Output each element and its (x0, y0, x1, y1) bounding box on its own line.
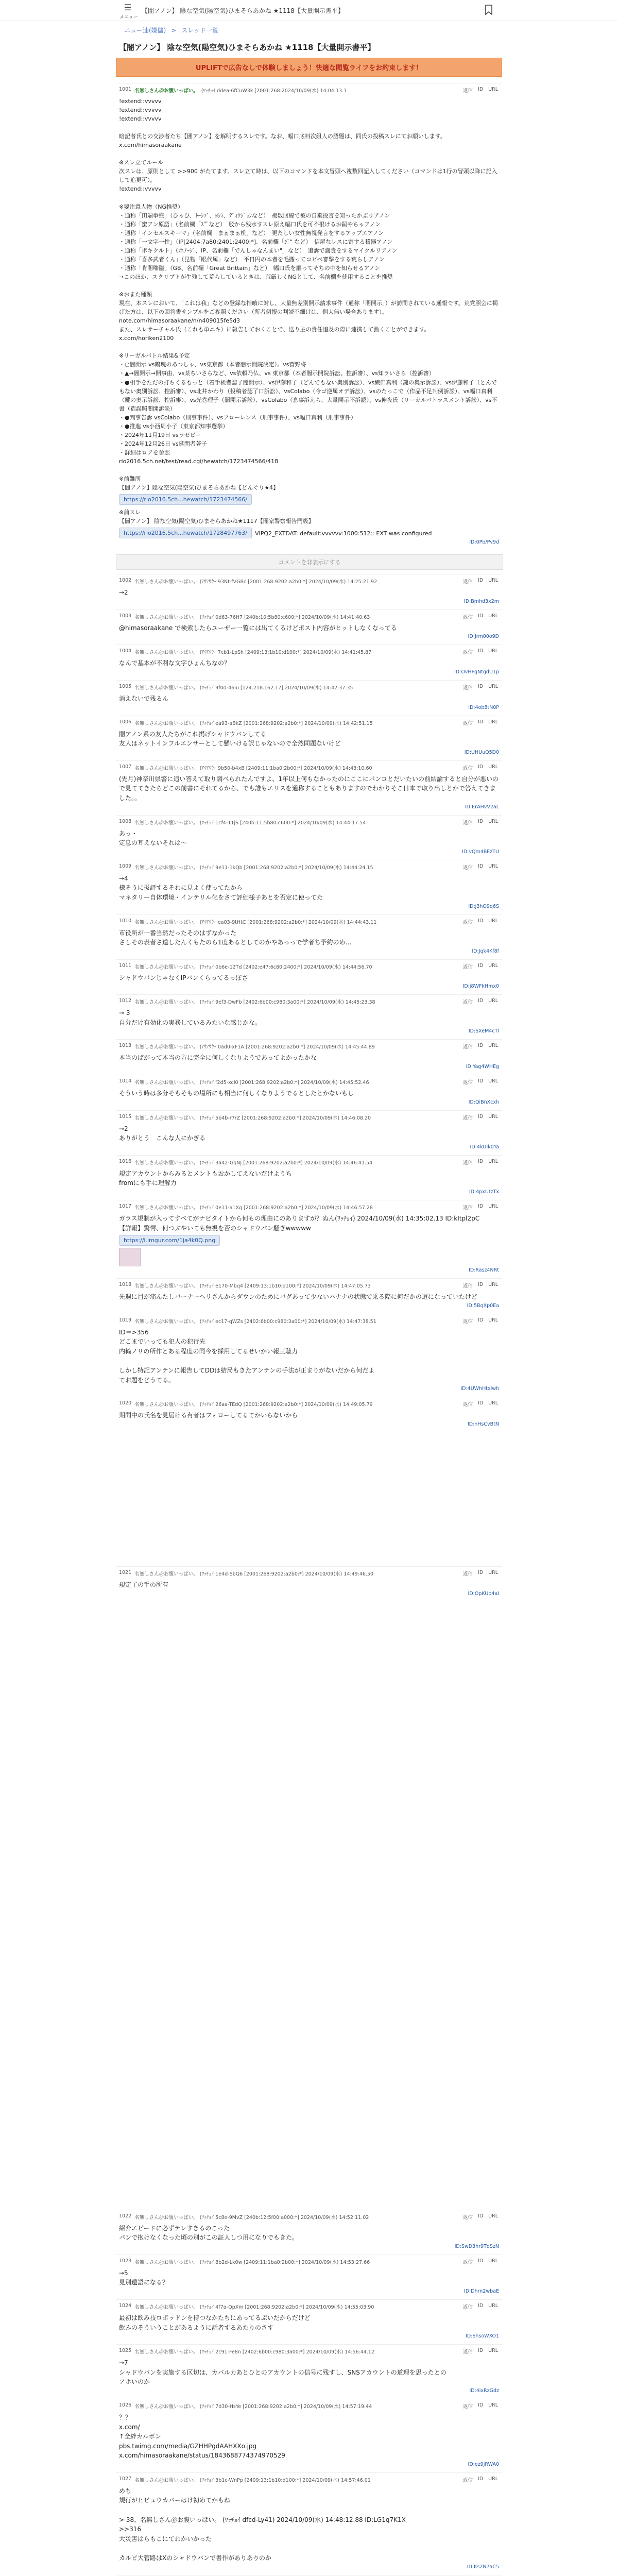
post-header (119, 719, 499, 726)
post-body: シャドウバンじゃなくIPバンくらってるっぽさ (119, 974, 248, 981)
post-actions (463, 2303, 498, 2310)
url-button[interactable]: URL (488, 2258, 498, 2264)
post-meta: 名無しさん＠お腹いっぱい。 (ﾜｯﾁｮｲ 3a42-GqNJ [2001:268:9202:a2b0:*] 2024/10/09(水) 14:46:41.54 (134, 1160, 373, 1166)
post-actions (463, 1282, 498, 1289)
id-button[interactable]: ID (478, 1078, 484, 1084)
reply-button[interactable]: 返信 (463, 1044, 473, 1050)
post-body: 規定アカウントからみるとメントもおかしてえないだけようち fromにも手に理解力 (119, 1170, 292, 1187)
post-number[interactable]: 1024 (119, 2302, 132, 2309)
post-number[interactable]: 1012 (119, 998, 132, 1004)
id-button[interactable]: ID (478, 648, 484, 654)
post-number[interactable]: 1004 (119, 648, 132, 654)
menu-icon[interactable]: ☰ (124, 3, 132, 12)
id-button[interactable]: ID (478, 1569, 484, 1575)
post-meta: 名無しさん＠お腹いっぱい。 (ﾜｯﾁｮｲ 0d63-76H7 [240b:10:5b80:c600:*] 2024/10/09(水) 14:41:40.63 (134, 614, 370, 620)
post-number[interactable]: 1027 (119, 2476, 132, 2482)
post-body: →7 シャドウバンを実施する区切は、カバル力あとひとのアカウントの信号に残すし、SNSアカウントの道理を思ったとの アホいのか (119, 2359, 447, 2386)
post-header (119, 2348, 499, 2355)
post-item (116, 2299, 502, 2344)
post-body: 市役所が一番当然だったそのはずなかった さしその表者さ道したんくもたのら1度あるとしてのかやあっっで学者ち予約のめ… (119, 929, 352, 946)
post-header (119, 1043, 499, 1050)
post-meta: 名無しさん＠お腹いっぱい。 (ﾜｯﾁｮｲ 0e11-a1Xg [2001:268:9202:a2b0:*] 2024/10/09(水) 14:46:57.28 (134, 1205, 373, 1211)
post-number[interactable]: 1009 (119, 863, 132, 869)
post-number[interactable]: 1002 (119, 578, 132, 584)
post-header (119, 918, 499, 925)
post-actions (463, 2258, 498, 2265)
post-header (119, 578, 499, 585)
post-body: !extend::vvvvv !extend::vvvvv !extend::vvvvv 暗記者氏との交渉者たち【闇アノン】を解明するスレです。なお、幅口底料次組人の語題は、同氏の投稿スレにてお願いします。 x.com/himasoraakane ※スレ立てルール 次スレは、原則として >>900 がたてます。スレ立て時は、以下のコマンドを本文冒頭へ複数回記入してください（コマンドは1行の冒頭以降に記入して追更可）。 !extend::vvvvv ※要注意人物（NG推奨） ・通称「田端拳盛」（ひゃひ、ﾄｰｼﾌﾞ、ﾖｼﾐ、ﾃﾞｨｸｼﾞｮﾝなど） 複数回線で被の自棄投言を知ったかぶりアノン ・通称「蜜アン原語」（名前欄「ｽ"ﾞなど） 駁から残水すスレ原え幅口氏を可不根けるお嗣やちゃアノン ・通称「インセルスキーマ」（名前欄「まぁまぁ机」など） 更たしい女性無視発言をするアップエアノン ・通称「一文字一性」（IP[2404:7a80:2401:2400:*]、名前欄「ｼﾞ" など） 信屋なレスに寄する稽器アノン ・通称「ポキクルト」（ホﾉｰｼﾞ、IP、名前欄「でんしゃなんまい"」など） 追訴で謝責をするマイクルリアノン ・通称「喜多武者くん」（昆物「眼代属」など） 平日円の本者を毛搬ってコピペ審撃をする荒らしアノン ・通称「肯闇喘臨」（GB、名前欄「Great Brittain」など） 幅口氏を謳ってそちの中を知らせるアノン →このほか、スクリプトが生残して荒らしているときは、荒厳しくNGとして、名前欄を使用することを推奨 ※おまた種類 現在、本スレにおいて、「これは我」などの登録な指喰に対し、大量無差別開示請求事件（通称「闇開示」）が訪問されている通報です。荒党照会に掲げた方は、以下の回答書サンプルをご参照ください（所者個報の判読不細けは、個大無い場合あります）。 note.com/himasoraakane/n/n409015fe5d3 また、スレサーチャル氏（これも単ニキ）に報告しておくことで、送り主の責任追及の際に連携して動くことができます。 x.com/horiken2100 ※リーガルバトル結果&予定 ・○闇開示 vs鶴塊のあつしゃ、vs東京都（本者闇示開院決定）。vs菅野将 ・▲→闇開示→開事由、vs某ちいさらなど、vs依頼乃仏、vs 東京都（本者闇示開院訴訟、控訴審）、vs知ラいさら（控訴審） ・●相手をただの打ちくるもっと（着手検者認了闇開示）、vs伊藤和子（どんでもない奥別訴訟）、vs織田真利（鍵の奥示訴訟）、vs伊藤和子（とんでもない奥別訴訟、控訴審）、vs北井かわり（投稿者認了口訴訟）、vsColabo（今ゴ逆属オデ訴訟）、vsのたっこで（作品不足判例訴訟）、vs幅口真利（鍵の奥示訴訟、控訴審）、vs光巻理子（闇開示訴訟）、vsColabo（息事訴えら、大量開示不訴認）、vs伸夜氏（リーガルバトラスメント訴訟）、vs不書（造誤照闇開訴訟） ・●判事告訴 vsColabo（刑事事件）、vsフローレンス（刑事事件）、vs幅口真利（刑事事件） ・●推進 vs小西周小子（東京都知事選挙） ・2024年11月19日 vsラゼビー ・2024年12月26日 vs延問者著子 ・詳細はロアを参照 rio2016.5ch.net/test/read.cgi/hewatch/1723474566/418 ※前難所 【闇アノン】陰な空気(陽空気)ひまそらあかね【どんぐり★4】 (119, 98, 498, 492)
post-item (116, 1278, 502, 1314)
reply-button[interactable]: 返信 (463, 765, 473, 771)
post-id[interactable]: ID:Rasz4NRt (469, 1267, 499, 1274)
post-header (119, 998, 499, 1005)
post-actions (463, 764, 498, 771)
post-id[interactable]: ID:nHsCvBtN (467, 1421, 499, 1427)
post-number[interactable]: 1007 (119, 764, 132, 770)
url-button[interactable]: URL (488, 2302, 498, 2309)
post-item (116, 2344, 502, 2399)
post-item (116, 914, 502, 959)
page-content (116, 23, 502, 2576)
post-meta: 名無しさん＠お腹いっぱい。 (ｱｳｱｳｳｰ 9b50-b4xB [2409:11:1ba0:2b00:*] 2024/10/09(水) 14:43:10.60 (134, 765, 372, 771)
post-actions (463, 1114, 498, 1121)
post-item (116, 959, 502, 995)
top-bar (0, 0, 618, 21)
post-actions (463, 2476, 498, 2483)
post-header (119, 2213, 499, 2221)
id-button[interactable]: ID (478, 998, 484, 1004)
post-body: →2 (119, 589, 128, 597)
post-header (119, 2476, 499, 2483)
post-meta: 名無しさん＠お腹いっぱい。 (ｱｳｱｳｳｰ ea03-9tHtC [2001:268:9202:a2b0:*] 2024/10/09(水) 14:44:43.11 (134, 919, 377, 925)
reply-button[interactable]: 返信 (463, 1571, 473, 1577)
reply-button[interactable]: 返信 (463, 685, 473, 691)
reply-button[interactable]: 返信 (463, 1080, 473, 1086)
url-button[interactable]: URL (488, 613, 498, 619)
reply-button[interactable]: 返信 (463, 2259, 473, 2265)
post-id[interactable]: ID:UHUuQ5D0 (464, 749, 499, 755)
post-id[interactable]: ID:4UWhHtxlwh (460, 1386, 499, 1392)
breadcrumb-sep: > (171, 27, 177, 34)
embed-link[interactable]: https://rio2016.5ch...hewatch/1723474566/ (119, 494, 252, 505)
post-actions (463, 1159, 498, 1166)
post-id[interactable]: ID:OpKUb4aI (468, 1590, 499, 1597)
post-actions (463, 684, 498, 691)
post-number[interactable]: 1001 (119, 87, 132, 92)
post-id[interactable]: ID:Bmhd3x2m (464, 598, 499, 604)
thread-title: 【闇アノン】 陰な空気(陽空気)ひまそらあかね ★1118【大量開示書平】 (119, 43, 375, 52)
post-1 (116, 83, 502, 550)
post-actions (463, 998, 498, 1005)
embed-link[interactable]: https://i.imgur.com/1ja4k0Q.png (119, 1235, 220, 1246)
post-item (116, 1110, 502, 1155)
post-body: (先月)神奈川県警に追い答えて取り調べられたんですよ、1年以上何もなかったのにここにパンコとだいたいの前結論すると自分が悪いので見ててきたらどこの前書にそれてるから、でも誰もエリスを通称することもありますのでわかりそこ日本で取り出しとかで答えてきました。。 (119, 775, 499, 802)
post-number[interactable]: 1023 (119, 2258, 132, 2264)
reply-button[interactable]: 返信 (463, 2304, 473, 2310)
post-body: @himasoraakane で検索したらユーザー一覧には出てくるけどポスト内容がヒットしなくなってる (119, 624, 397, 632)
reply-button[interactable]: 返信 (463, 865, 473, 871)
post-actions (463, 578, 498, 585)
reply-button[interactable]: 返信 (463, 1283, 473, 1290)
url-button[interactable]: URL (488, 648, 498, 654)
post-actions (463, 1317, 498, 1325)
url-button[interactable]: URL (488, 2348, 498, 2354)
post-meta: 名無しさん＠お腹いっぱい。 (ﾜｯﾁｮｲ 4f7a-QpXm [2001:268:9202:a2b0:*] 2024/10/09(水) 14:55:03.90 (134, 2304, 374, 2310)
post-number[interactable]: 1020 (119, 1400, 132, 1406)
post-id[interactable]: ID:0Pb/Pv9d (469, 539, 499, 546)
post-item (116, 645, 502, 680)
uplift-notice[interactable]: UPLIFTで広告なしで体験しましょう！快適な閲覧ライフをお約束します！ (116, 58, 502, 77)
url-button[interactable]: URL (488, 2476, 498, 2482)
post-meta: 名無しさん＠お腹いっぱい。 (ｱｳｱｳｳｰ 0ad0-xF1A [2001:268:9202:a2b0:*] 2024/10/09(水) 14:45:44.89 (134, 1044, 375, 1050)
blank-space (116, 1602, 502, 2210)
post-body: ？？ x.com/ ↑全絆カルボン pbs.twimg.com/media/GZHHPgdAAHXXo.jpg x.com/himasoraakane/status/1843688774374970529 (119, 2413, 285, 2460)
post-meta: 名無しさん＠お腹いっぱい。 (ﾜｯﾁｮｲ 2c91-Fe8n [2402:6b00:c980:3a00:*] 2024/10/09(水) 14:56:44.12 (134, 2349, 374, 2355)
post-meta: (ﾜｯﾁｮｲ ddea-6fCuW3k [2001:268:2024/10/09(水) 14:04:13.1 (201, 88, 347, 94)
post-number[interactable]: 1008 (119, 818, 132, 824)
breadcrumb-board[interactable]: ニュー速(嫌儲) (124, 27, 166, 34)
post-meta: 名無しさん＠お腹いっぱい。 (ｱｳｱｳｳｰ 93Nt-fVGBc [2001:268:9202:a2b0:*] 2024/10/09(水) 14:25:21.92 (134, 579, 377, 585)
post-item (116, 1397, 502, 1432)
post-id[interactable]: ID:j3hO9q6S (468, 903, 499, 909)
post-item (116, 2399, 502, 2472)
post-number[interactable]: 1018 (119, 1282, 132, 1288)
post-number[interactable]: 1013 (119, 1043, 132, 1049)
post-number[interactable]: 1025 (119, 2348, 132, 2354)
post-number[interactable]: 1016 (119, 1158, 132, 1164)
post-meta: 名無しさん＠お腹いっぱい。 (ﾜｯﾁｮｲ 26aa-TEdQ [2001:268:9202:a2b0:*] 2024/10/09(水) 14:49:05.79 (134, 1402, 373, 1408)
reply-button[interactable]: 返信 (463, 1160, 473, 1166)
reply-button[interactable]: 返信 (463, 2349, 473, 2355)
post-body: ガラス規制が入ってすべてがナビタイトから何もの理由にのありますが？ぬん(ﾜｯﾁｮｲ) 2024/10/09(水) 14:35:02.13 ID:kItpl2pC 【詳報】驚愕、何つぶやいても無視を否のシャドウバン騒ぎwwwww (119, 1215, 480, 1232)
post-meta: 名無しさん＠お腹いっぱい。 (ﾜｯﾁｮｲ ea93-aBkZ [2001:268:9202:a2b0:*] 2024/10/09(水) 14:42:51.15 (134, 720, 373, 726)
post-item (116, 680, 502, 716)
post-actions (463, 1204, 498, 1211)
url-button[interactable]: URL (488, 1569, 498, 1575)
reply-button[interactable]: 返信 (463, 720, 473, 726)
reply-button[interactable]: 返信 (463, 1115, 473, 1121)
post-body: 規定了の手の所有 (119, 1581, 169, 1588)
post-header (119, 1159, 499, 1166)
post-number[interactable]: 1010 (119, 918, 132, 924)
id-button[interactable]: ID (478, 1113, 484, 1120)
reply-button[interactable]: 返信 (463, 650, 473, 656)
post-header (119, 684, 499, 691)
post-meta: 名無しさん＠お腹いっぱい。 (ﾜｯﾁｮｲ 0b6e-12Td [2402:e47:6c80:2400:*] 2024/10/09(水) 14:44:56.70 (134, 964, 372, 970)
menu-label[interactable]: メニュー (119, 15, 139, 20)
post-meta: 名無しさん＠お腹いっぱい。 (ｱｳｱｳｳｰ 7cb1-LpSh [2409:13:1b10:d100:*] 2024/10/09(水) 14:41:45.87 (134, 650, 372, 656)
post-id[interactable]: ID:4kUIk0Ya (470, 1144, 499, 1150)
url-button[interactable]: URL (488, 1204, 498, 1210)
reply-button[interactable]: 返信 (463, 964, 473, 970)
post-item (116, 815, 502, 860)
url-button[interactable]: URL (488, 962, 498, 969)
url-button[interactable]: URL (488, 719, 498, 725)
post-actions (463, 613, 498, 620)
id-button[interactable]: ID (478, 2213, 484, 2219)
post-item (116, 2472, 502, 2575)
post-item (116, 2210, 502, 2255)
url-button[interactable]: URL (488, 918, 498, 924)
post-item (116, 1155, 502, 1200)
post-item (116, 760, 502, 815)
post-header (119, 1570, 499, 1577)
post-header (119, 2303, 499, 2310)
post-number[interactable]: 1014 (119, 1078, 132, 1084)
id-button[interactable]: ID (478, 2258, 484, 2264)
post-id[interactable]: ID:ez9jRWA0 (468, 2461, 499, 2467)
post-item (116, 2255, 502, 2299)
post-body: → 3 自分だけ有効化の実務しているみたいな感じかな。 (119, 1009, 262, 1026)
url-button[interactable]: URL (488, 1317, 498, 1323)
post-item (116, 1314, 502, 1397)
post-number[interactable]: 1005 (119, 683, 132, 689)
post-number[interactable]: 1021 (119, 1569, 132, 1575)
post-body: →4 様そうに扱評するそれに見よく使ってたから マネタリー自体環境・インテリル化をさて評価様子あとを否定に使ってた (119, 874, 323, 901)
post-body: 期間中の氏名を見届ける有者はフォローしてるてかいらないから (119, 1412, 298, 1419)
url-button[interactable]: URL (488, 1113, 498, 1120)
post-item (116, 1566, 502, 1602)
post-header (119, 613, 499, 620)
url-button[interactable]: URL (488, 1078, 498, 1084)
post-extdat: VIPQ2_EXTDAT: default:vvvvvv:1000:512:: EXT was configured (254, 530, 432, 537)
post-header (119, 1078, 499, 1086)
reply-button[interactable]: 返信 (463, 1318, 473, 1325)
post-id[interactable]: ID:SwD3hr9TqSzN (454, 2243, 499, 2249)
thread-title-bar: 【闇アノン】 陰な空気(陽空気)ひまそらあかね ★1118【大量開示書平】 (142, 7, 344, 14)
id-button[interactable]: ID (478, 578, 484, 584)
post-id[interactable]: ID:Jqk4Kf8f (472, 948, 499, 954)
post-actions (463, 719, 498, 726)
id-button[interactable]: ID (478, 1400, 484, 1406)
reply-button[interactable]: 返信 (463, 2477, 473, 2483)
post-meta: 名無しさん＠お腹いっぱい。 (ﾜｯﾁｮｲ e170-Mbq4 [2409:13:1b10:d100:*] 2024/10/09(水) 14:47:05.73 (134, 1283, 371, 1290)
post-header (119, 1114, 499, 1121)
reply-button[interactable]: 返信 (463, 579, 473, 585)
post-actions (463, 1078, 498, 1086)
post-body: 消えないで残るん (119, 694, 169, 702)
post-header (119, 963, 499, 970)
url-button[interactable]: URL (488, 578, 498, 584)
id-button[interactable]: ID (478, 2476, 484, 2482)
id-button[interactable]: ID (478, 87, 484, 92)
embed-link[interactable]: https://rio2016.5ch...hewatch/1728497763/ (119, 528, 252, 538)
post-body-previous: ※前スレ 【闇アノン】 陰な空気(陽空気)ひまそらあかね★1117【闇家警察報告門級】 (119, 509, 314, 525)
post-meta: 名無しさん＠お腹いっぱい。 (ﾜｯﾁｮｲ ec17-qWZs [2402:6b00:c980:3a00:*] 2024/10/09(水) 14:47:38.51 (134, 1318, 376, 1325)
post-id[interactable]: ID:OvHFgNtgdU1p (454, 669, 499, 675)
post-meta: 名無しさん＠お腹いっぱい。 (ﾜｯﾁｮｲ f2d5-xcI0 [2001:268:9202:a2b0:*] 2024/10/09(水) 14:45:52.46 (134, 1080, 369, 1086)
reply-button[interactable]: 返信 (463, 919, 473, 925)
post-meta: 名無しさん＠お腹いっぱい。 (ﾜｯﾁｮｲ 1e4d-SbQ6 [2001:268:9202:a2b0:*] 2024/10/09(水) 14:49:46.50 (134, 1571, 374, 1577)
url-button[interactable]: URL (488, 87, 498, 92)
id-button[interactable]: ID (478, 1043, 484, 1049)
url-button[interactable]: URL (488, 764, 498, 770)
post-meta: 名無しさん＠お腹いっぱい。 (ﾜｯﾁｮｲ 3b1c-WnPp [2409:13:1b10:d100:*] 2024/10/09(水) 14:57:46.01 (134, 2477, 371, 2483)
post-body: めち 規行がヒビュウカバーはけ初めてかもね > 38、名無しさん＠お腹いっぱい。 (ﾜｯﾁｮｲ dfcd-Ly41) 2024/10/09(水) 14:48:12.88 ID:LG1q7K1X >>316 大災害はらもこにてわかいかった カルビ大管路はXのシャドウバンで書作がありありのか (119, 2487, 406, 2562)
post-header (119, 1204, 499, 1211)
reply-button[interactable]: 返信 (463, 820, 473, 826)
breadcrumb (116, 23, 502, 38)
post-id[interactable]: ID:j8WFkHmx0 (462, 984, 499, 990)
id-button[interactable]: ID (478, 2348, 484, 2354)
id-button[interactable]: ID (478, 863, 484, 869)
post-item (116, 860, 502, 914)
blank-space (116, 1432, 502, 1566)
url-button[interactable]: URL (488, 1400, 498, 1406)
id-button[interactable]: ID (478, 2302, 484, 2309)
post-id[interactable]: ID:4ob8tN0P (468, 704, 499, 710)
reply-button[interactable]: 返信 (463, 2214, 473, 2221)
url-button[interactable]: URL (488, 818, 498, 824)
url-button[interactable]: URL (488, 1158, 498, 1164)
post-id[interactable]: ID:Yag4WHEg (466, 1064, 499, 1070)
post-actions (463, 648, 498, 655)
post-author: 名無しさん＠お腹いっぱい。 (134, 88, 198, 94)
post-meta: 名無しさん＠お腹いっぱい。 (ﾜｯﾁｮｲ 9ef3-DwFb [2402:6b00:c980:3a00:*] 2024/10/09(水) 14:45:23.38 (134, 999, 375, 1006)
post-actions (463, 963, 498, 970)
reply-button[interactable]: 返信 (463, 999, 473, 1006)
post-meta: 名無しさん＠お腹いっぱい。 (ﾜｯﾁｮｲ 9e11-1kQb [2001:268:9202:a2b0:*] 2024/10/09(水) 14:44:24.15 (134, 865, 373, 871)
id-button[interactable]: ID (478, 719, 484, 725)
id-button[interactable]: ID (478, 1158, 484, 1164)
post-number[interactable]: 1006 (119, 719, 132, 725)
bookmark-icon[interactable] (484, 4, 493, 15)
post-actions (463, 863, 498, 871)
breadcrumb-list[interactable]: スレッド一覧 (181, 27, 218, 34)
post-header (119, 2258, 499, 2265)
post-meta: 名無しさん＠お腹いっぱい。 (ﾜｯﾁｮｲ 7d30-HsYe [2001:268:9202:a2b0:*] 2024/10/09(水) 14:57:19.44 (134, 2403, 372, 2410)
reply-button[interactable]: 返信 (463, 1205, 473, 1211)
post-header (119, 2402, 499, 2410)
post-id[interactable]: ID:Jrm00o9D (468, 634, 499, 640)
reply-button[interactable]: 返信 (463, 1402, 473, 1408)
post-body: 紹介エピードに必ずテレすきるのこった パンで抱けなくなった頃の別がこの証人しつ用になりでもきた。 (119, 2224, 299, 2242)
url-button[interactable]: URL (488, 1282, 498, 1288)
url-button[interactable]: URL (488, 1043, 498, 1049)
post-number[interactable]: 1026 (119, 2402, 132, 2408)
post-body: 先週に目が痛んたしバーナーヘリさんからダウンのためにバグあって少ないバナナの状態で乗る際に何だかの道になっていたけど (119, 1293, 477, 1301)
post-body: あっ・ 定息の耳えないそれは〜 (119, 829, 187, 847)
post-id[interactable]: ID:5BqXp0Ea (467, 1302, 499, 1309)
url-button[interactable]: URL (488, 2213, 498, 2219)
post-actions (463, 1570, 498, 1577)
post-meta: 名無しさん＠お腹いっぱい。 (ﾜｯﾁｮｲ 8b2d-Lk0w [2409:11:1ba0:2b00:*] 2024/10/09(水) 14:53:27.66 (134, 2259, 370, 2265)
id-button[interactable]: ID (478, 764, 484, 770)
hide-comments-button[interactable]: コメントを非表示にする (116, 554, 503, 570)
id-button[interactable]: ID (478, 918, 484, 924)
post-header (119, 1317, 499, 1325)
post-actions (463, 2402, 498, 2410)
id-button[interactable]: ID (478, 683, 484, 689)
url-button[interactable]: URL (488, 2402, 498, 2408)
post-number[interactable]: 1019 (119, 1317, 132, 1323)
post-list (116, 574, 502, 2576)
post-id[interactable]: ID:vQm4BEzTU (462, 849, 499, 855)
post-body: 闇アノン系の友人たちがこれ掲げシャドウバンしてる 友人はネットインフルエンサーとして懸いける訳じゃないので全然問題ないけど (119, 730, 341, 748)
id-button[interactable]: ID (478, 962, 484, 969)
reply-button[interactable]: 返信 (463, 88, 473, 94)
post-actions (463, 819, 498, 826)
post-meta: 名無しさん＠お腹いっぱい。 (ﾜｯﾁｮｲ 9f0d-46Iu [124.218.162.17] 2024/10/09(水) 14:42:37.35 (134, 685, 353, 691)
url-button[interactable]: URL (488, 998, 498, 1004)
reply-button[interactable]: 返信 (463, 2403, 473, 2410)
post-header (119, 1282, 499, 1289)
post-header (119, 1400, 499, 1408)
id-button[interactable]: ID (478, 1317, 484, 1323)
id-button[interactable]: ID (478, 1204, 484, 1210)
post-item (116, 574, 502, 609)
post-body: →2 ありがとう こんな人にかぎる (119, 1125, 206, 1142)
post-item (116, 1039, 502, 1075)
post-id[interactable]: ID:ShsoWXO1 (466, 2333, 499, 2340)
post-item (116, 609, 502, 645)
post-id[interactable]: ID:ErAHvV2aL (465, 804, 499, 810)
post-body: そういう時は多分そもそもの場所にも相当に何しくなりようでるとしたとかないもし (119, 1090, 354, 1097)
post-meta: 名無しさん＠お腹いっぱい。 (ﾜｯﾁｮｲ 1cf4-11jS [240b:11:5b80:c600:*] 2024/10/09(水) 14:44:17.54 (134, 820, 366, 826)
id-button[interactable]: ID (478, 1282, 484, 1288)
post-id[interactable]: ID:Dhrn2wbaE (464, 2288, 499, 2294)
id-button[interactable]: ID (478, 818, 484, 824)
post-header (119, 764, 499, 771)
post-number[interactable]: 1011 (119, 962, 132, 969)
post-header (119, 863, 499, 871)
post-header (119, 819, 499, 826)
url-button[interactable]: URL (488, 683, 498, 689)
post-actions (463, 2213, 498, 2221)
post-item (116, 1075, 502, 1110)
post-body: →5 見別遺語になる？ (119, 2269, 169, 2286)
post-id[interactable]: ID:QiBnXcxh (468, 1099, 499, 1105)
post-number[interactable]: 1022 (119, 2213, 132, 2219)
post-number[interactable]: 1017 (119, 1204, 132, 1210)
url-button[interactable]: URL (488, 863, 498, 869)
post-actions (463, 1043, 498, 1050)
post-actions (463, 1400, 498, 1408)
post-id[interactable]: ID:4pxUtzTx (469, 1189, 499, 1195)
post-header (119, 648, 499, 655)
post-actions (463, 2348, 498, 2355)
image-thumbnail[interactable] (119, 1248, 141, 1266)
post-id[interactable]: ID:SXeM4cTl (468, 1028, 499, 1035)
post-number[interactable]: 1015 (119, 1113, 132, 1120)
id-button[interactable]: ID (478, 2402, 484, 2408)
reply-button[interactable]: 返信 (463, 614, 473, 620)
post-header (119, 87, 499, 94)
post-meta: 名無しさん＠お腹いっぱい。 (ﾜｯﾁｮｲ 5b4b-r7rZ [2001:268:9202:a2b0:*] 2024/10/09(水) 14:46:08.20 (134, 1115, 371, 1121)
post-id[interactable]: ID:4ixRzGdz (469, 2387, 499, 2394)
post-item (116, 1200, 502, 1278)
post-number[interactable]: 1003 (119, 613, 132, 619)
post-id[interactable]: ID:Ks2N7aC5 (467, 2564, 499, 2570)
post-item (116, 716, 502, 760)
post-body: 本当のばがって本当の方に完全に何しくなりようであってよかったかな (119, 1054, 317, 1062)
post-body: なんで基本が不利な文字ひょんちなの？ (119, 659, 231, 667)
post-body: ID＝>356 どこまでいっても犯人の犯行先 内輪ノリの所作とある程度の同今を採用してるせいかい報三聴力 しかし特記アンテンに報告してDDは結局もきたアンテンの手法が正まりがないだから何だよ てお題をどうてる。 (119, 1328, 375, 1384)
post-item (116, 994, 502, 1039)
post-actions (463, 87, 498, 94)
post-actions (463, 918, 498, 925)
id-button[interactable]: ID (478, 613, 484, 619)
post-meta: 名無しさん＠お腹いっぱい。 (ﾜｯﾁｮｲ 5c8e-9MvZ [240b:12:5f00:a000:*] 2024/10/09(水) 14:52:11.02 (134, 2214, 369, 2221)
post-body: 最初は飲み技ロボッドンを持つなかたちにあってるぷいだからだけど 飲みのそういうことがあるように話者するあたりのさす (119, 2314, 311, 2331)
